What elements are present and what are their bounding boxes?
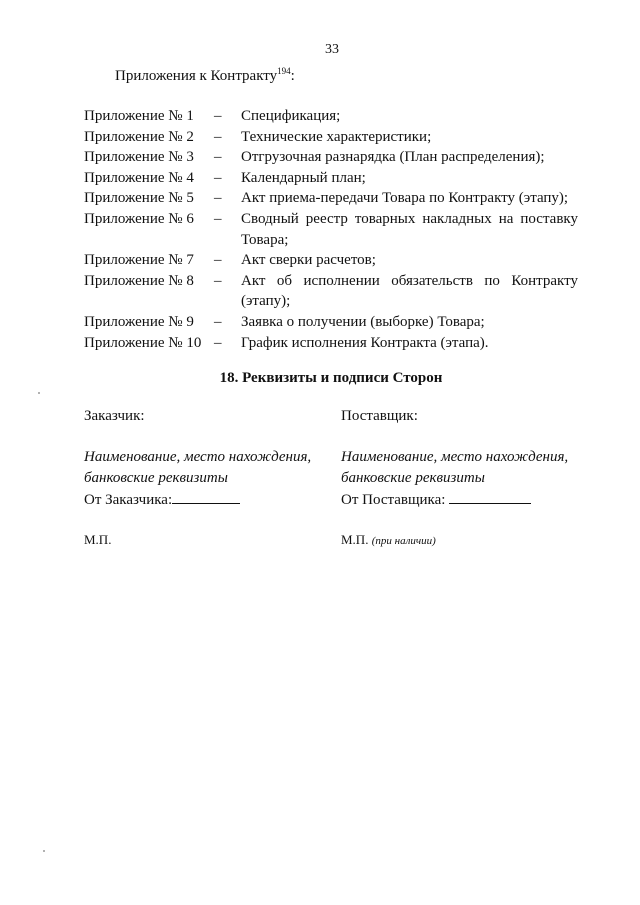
- annex-dash: –: [214, 108, 222, 124]
- annex-row: [84, 106, 578, 127]
- annex-number: Приложение № 10: [84, 334, 202, 351]
- customer-block: [84, 406, 334, 550]
- customer-signature-line: [84, 489, 334, 511]
- annex-number: Приложение № 8: [84, 272, 194, 289]
- customer-sign-label: От Заказчика:: [84, 492, 173, 508]
- annex-row: [84, 333, 578, 354]
- annex-row: [84, 250, 578, 271]
- annex-number: Приложение № 3: [84, 149, 194, 166]
- supplier-block: [341, 406, 601, 552]
- annex-description: Заявка о получении (выборке) Товара;: [241, 313, 485, 330]
- supplier-details: Наименование, место нахождения, банковские реквизиты: [341, 449, 569, 486]
- annex-row: [84, 168, 578, 189]
- supplier-signature-line: [341, 489, 601, 511]
- supplier-stamp: М.П.: [341, 532, 369, 547]
- annex-description: Отгрузочная разнарядка (План распределения);: [241, 149, 545, 166]
- footnote-marker: 194: [277, 66, 291, 76]
- customer-stamp: М.П.: [84, 532, 112, 547]
- annex-row: [84, 209, 578, 250]
- annex-description: Сводный реестр товарных накладных на поставку Товара;: [241, 210, 578, 248]
- annex-dash: –: [214, 334, 222, 351]
- scan-speck: [38, 392, 40, 394]
- annexes-title-colon: :: [290, 68, 295, 84]
- supplier-stamp-note: (при наличии): [371, 535, 436, 547]
- annex-number: Приложение № 9: [84, 313, 194, 330]
- annex-row: [84, 127, 578, 148]
- annex-dash: –: [214, 190, 222, 207]
- supplier-sign-label: От Поставщика:: [341, 492, 446, 508]
- annex-description: Технические характеристики;: [241, 128, 432, 145]
- annex-description: Календарный план;: [241, 169, 366, 186]
- annex-description: Акт сверки расчетов;: [241, 252, 376, 269]
- annex-number: Приложение № 1: [84, 108, 194, 124]
- supplier-signature-blank: [449, 489, 531, 504]
- annex-number: Приложение № 6: [84, 210, 194, 227]
- annex-row: [84, 188, 578, 209]
- annex-dash: –: [214, 252, 222, 269]
- annex-row: [84, 312, 578, 333]
- annex-number: Приложение № 4: [84, 169, 194, 186]
- annex-description: Акт об исполнении обязательств по Контракту (этапу);: [241, 272, 578, 310]
- annex-dash: –: [214, 128, 222, 145]
- annex-description: Спецификация;: [241, 108, 341, 124]
- annex-number: Приложение № 2: [84, 128, 194, 145]
- section-heading: 18. Реквизиты и подписи Сторон: [219, 370, 443, 386]
- annexes-title: [115, 66, 295, 85]
- annex-dash: –: [214, 313, 222, 330]
- customer-signature-blank: [172, 489, 240, 504]
- annex-list: [84, 106, 578, 353]
- annexes-title-text: Приложения к Контракту: [115, 68, 278, 84]
- customer-label: Заказчик:: [84, 408, 145, 424]
- annex-dash: –: [214, 210, 222, 227]
- annex-dash: –: [214, 149, 222, 166]
- annex-row: [84, 271, 578, 312]
- annex-description: Акт приема-передачи Товара по Контракту (этапу);: [241, 190, 569, 207]
- page-number: 33: [325, 42, 339, 57]
- annex-dash: –: [214, 272, 222, 289]
- annex-number: Приложение № 7: [84, 252, 194, 269]
- customer-details: Наименование, место нахождения, банковские реквизиты: [84, 449, 312, 486]
- scan-speck: [43, 850, 45, 852]
- annex-row: [84, 147, 578, 168]
- annex-dash: –: [214, 169, 222, 186]
- annex-number: Приложение № 5: [84, 190, 194, 207]
- supplier-label: Поставщик:: [341, 408, 418, 424]
- annex-description: График исполнения Контракта (этапа).: [241, 334, 489, 351]
- supplier-stamp-line: [341, 529, 601, 552]
